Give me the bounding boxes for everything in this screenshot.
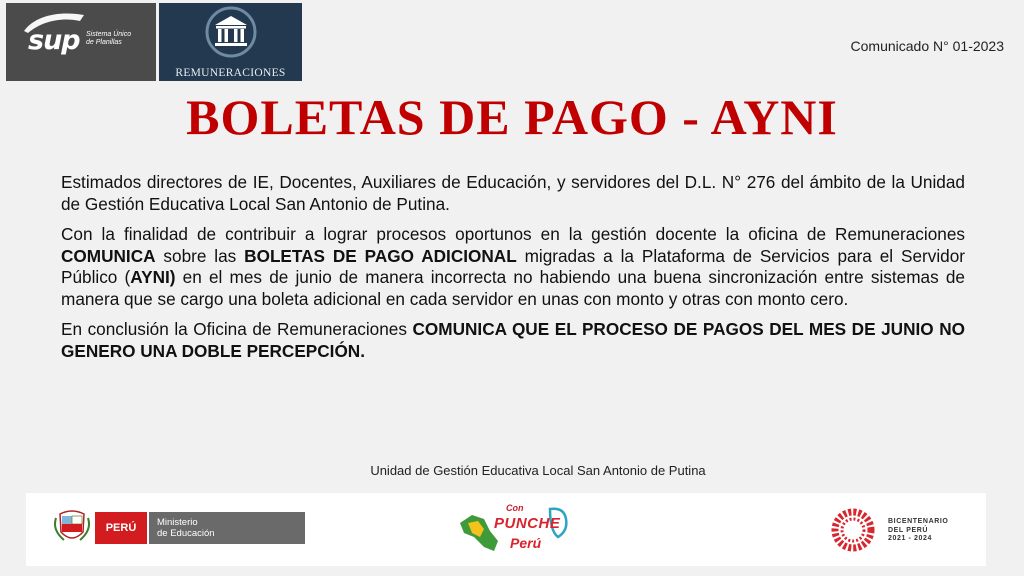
body-text: sobre las <box>155 245 245 266</box>
bicentenario-logo <box>828 505 978 555</box>
body-text: Con la finalidad de contribuir a lograr procesos oportunos en la gestión docente la oficina de Remuneraciones <box>61 224 965 244</box>
paragraph-conclusion <box>61 319 965 362</box>
comunicado-number: Comunicado N° 01-2023 <box>850 38 1004 54</box>
peru-coat-of-arms-icon <box>52 508 92 548</box>
emphasis-text: COMUNICA QUE EL PROCESO DE PAGOS DEL MES DE JUNIO NO GENERO UNA DOBLE PERCEPCIÓN. <box>61 319 965 361</box>
punche-con: Con <box>506 503 524 513</box>
sup-logo-word: sup <box>28 25 80 56</box>
ministerio-line1: Ministerio <box>157 517 198 528</box>
paragraph-greeting: Estimados directores de IE, Docentes, Auxiliares de Educación, y servidores del D.L. N° 276 del ámbito de la Unidad de Gestión Educativa Local San Antonio de Putina. <box>61 172 965 214</box>
minedu-logo <box>52 508 282 548</box>
footer-logos <box>26 493 986 566</box>
con-punche-peru-logo <box>454 501 578 559</box>
sup-logo <box>6 3 156 81</box>
body-text: migradas a la Plataforma de Servicios para el Servidor Público ( <box>61 245 965 287</box>
emphasis-text: BOLETAS DE PAGO ADICIONAL <box>244 245 517 266</box>
announcement-body <box>61 172 965 371</box>
bicentenario-line1: BICENTENARIO <box>888 518 949 525</box>
bicentenario-text <box>888 518 948 544</box>
ministerio-label <box>149 512 305 544</box>
organization-name: Unidad de Gestión Educativa Local San Antonio de Putina <box>370 463 706 478</box>
peru-label: PERÚ <box>95 512 147 544</box>
bicentenario-ring-icon <box>828 505 878 555</box>
body-text: en el mes de junio de manera incorrecta no habiendo una buena sincronización entre sistemas de manera que se cargo una boleta adicional en cada servidor en unas con monto y otras con monto cero. <box>61 267 965 309</box>
paragraph-context <box>61 224 965 310</box>
bicentenario-line3: 2021 - 2024 <box>888 535 932 542</box>
sup-logo-sub-line1: Sistema Único <box>86 31 132 38</box>
emphasis-text: COMUNICA <box>61 245 156 266</box>
punche-peru: Perú <box>510 535 542 551</box>
emphasis-text: AYNI) <box>130 267 176 287</box>
remuneraciones-label: REMUNERACIONES <box>175 67 286 79</box>
bicentenario-line2: DEL PERÚ <box>888 526 929 534</box>
remuneraciones-logo <box>159 3 302 81</box>
body-text: En conclusión la Oficina de Remuneraciones <box>61 319 413 339</box>
punche-word: PUNCHE <box>494 515 561 532</box>
page-title: BOLETAS DE PAGO - AYNI <box>186 89 838 145</box>
institution-building-icon <box>203 5 259 59</box>
ministerio-line2: de Educación <box>157 528 215 539</box>
sup-logo-subtitle <box>86 31 148 47</box>
sup-logo-sub-line2: de Planillas <box>86 39 122 46</box>
